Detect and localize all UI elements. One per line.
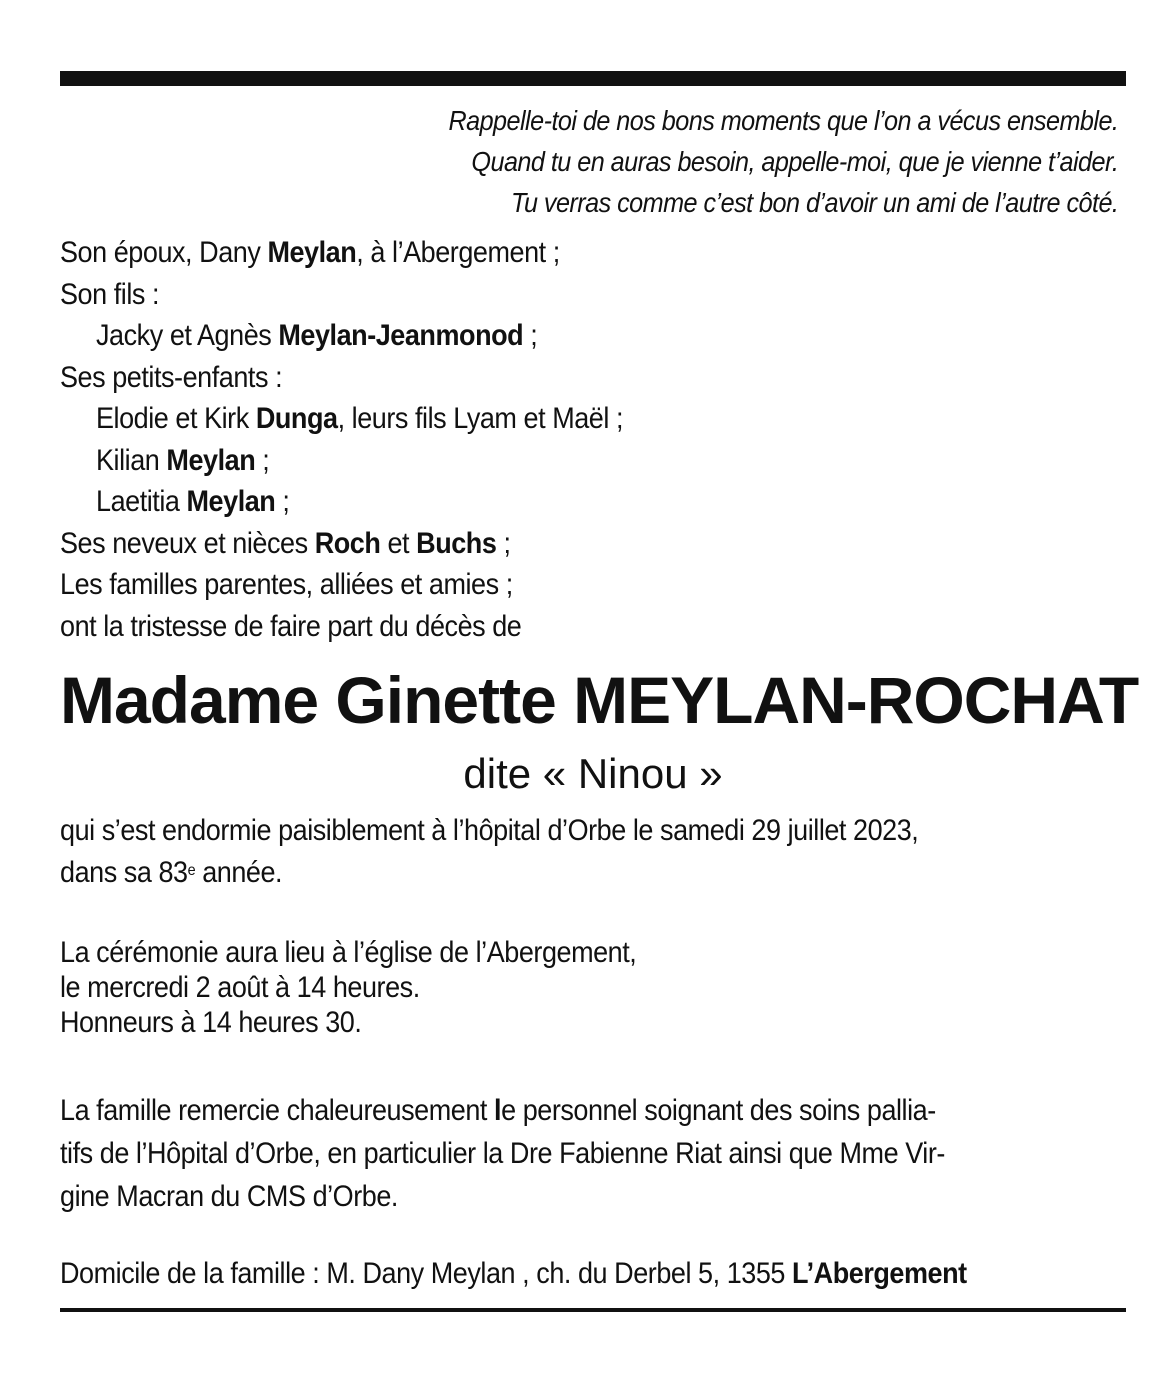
nephews-line [60, 523, 623, 565]
surname: Meylan [267, 236, 357, 269]
text: ; [275, 485, 290, 518]
deceased-nickname: dite « Ninou » [463, 750, 723, 797]
ceremony-line: Honneurs à 14 heures 30. [60, 1006, 362, 1039]
death-line: qui s’est endormie paisiblement à l’hôpital d’Orbe le samedi 29 juillet 2023, [60, 814, 919, 847]
surname: Meylan-Jeanmonod [278, 319, 524, 352]
family-list [60, 232, 623, 647]
text: ; [255, 443, 270, 477]
announce-line: ont la tristesse de faire part du décès de [60, 609, 522, 643]
text: La famille remercie chaleureusement [60, 1094, 495, 1127]
grandchildren-heading: Ses petits-enfants : [60, 360, 283, 394]
ordinal-suffix: e [187, 862, 196, 879]
surname: Buchs [416, 526, 497, 560]
surname: Roch [314, 526, 381, 560]
locality: L’Abergement [792, 1257, 967, 1290]
text: , à l’Abergement ; [356, 236, 560, 269]
text: Jacky et Agnès [96, 319, 279, 352]
son-line [60, 315, 623, 357]
ceremony-line: La cérémonie aura lieu à l’église de l’Abergement, [60, 936, 637, 969]
text: dans sa 83 [60, 856, 188, 889]
text: l [494, 1094, 502, 1127]
spouse-line [60, 232, 623, 274]
quote-line: Tu verras comme c’est bon d’avoir un ami de l’autre côté. [510, 187, 1119, 218]
text: année. [195, 856, 283, 889]
grandchild-line [60, 481, 623, 523]
ceremony-paragraph [60, 935, 636, 1040]
grandchild-line [60, 398, 623, 440]
quote-line: Quand tu en auras besoin, appelle-moi, que je vienne t’aider. [471, 146, 1118, 177]
text: Domicile de la famille : M. Dany Meylan , ch. du Derbel 5, 1355 [60, 1257, 793, 1290]
text: Son époux, Dany [60, 236, 268, 269]
grandchild-line [60, 440, 623, 482]
domicile-line [60, 1253, 967, 1295]
text: Kilian [96, 443, 167, 477]
thanks-line: tifs de l’Hôpital d’Orbe, en particulier la Dre Fabienne Riat ainsi que Mme Vir- [60, 1137, 945, 1170]
relatives-line: Les familles parentes, alliées et amies ; [60, 568, 513, 601]
text: Ses neveux et nièces [60, 526, 315, 560]
text: , leurs fils Lyam et Maël ; [337, 402, 624, 435]
top-rule [60, 71, 1126, 86]
surname: Dunga [255, 402, 338, 435]
text: ; [523, 319, 538, 352]
surname: Meylan [186, 485, 276, 518]
text: Elodie et Kirk [96, 402, 256, 435]
thanks-line: gine Macran du CMS d’Orbe. [60, 1180, 398, 1213]
surname: Meylan [166, 443, 256, 477]
son-heading: Son fils : [60, 277, 160, 311]
text: Laetitia [96, 485, 187, 518]
ceremony-line: le mercredi 2 août à 14 heures. [60, 971, 420, 1004]
age-line [60, 852, 918, 894]
death-paragraph [60, 810, 918, 894]
quote-line: Rappelle-toi de nos bons moments que l’on a vécus ensemble. [448, 105, 1118, 136]
text: ; [496, 526, 511, 560]
deceased-name: Madame Ginette MEYLAN-ROCHAT [60, 663, 1139, 737]
thanks-paragraph [60, 1089, 945, 1218]
text: e personnel soignant des soins pallia- [501, 1094, 936, 1127]
thanks-line [60, 1089, 945, 1132]
bottom-rule [60, 1308, 1126, 1312]
epigraph-quote [448, 100, 1118, 223]
text: et [380, 526, 417, 560]
